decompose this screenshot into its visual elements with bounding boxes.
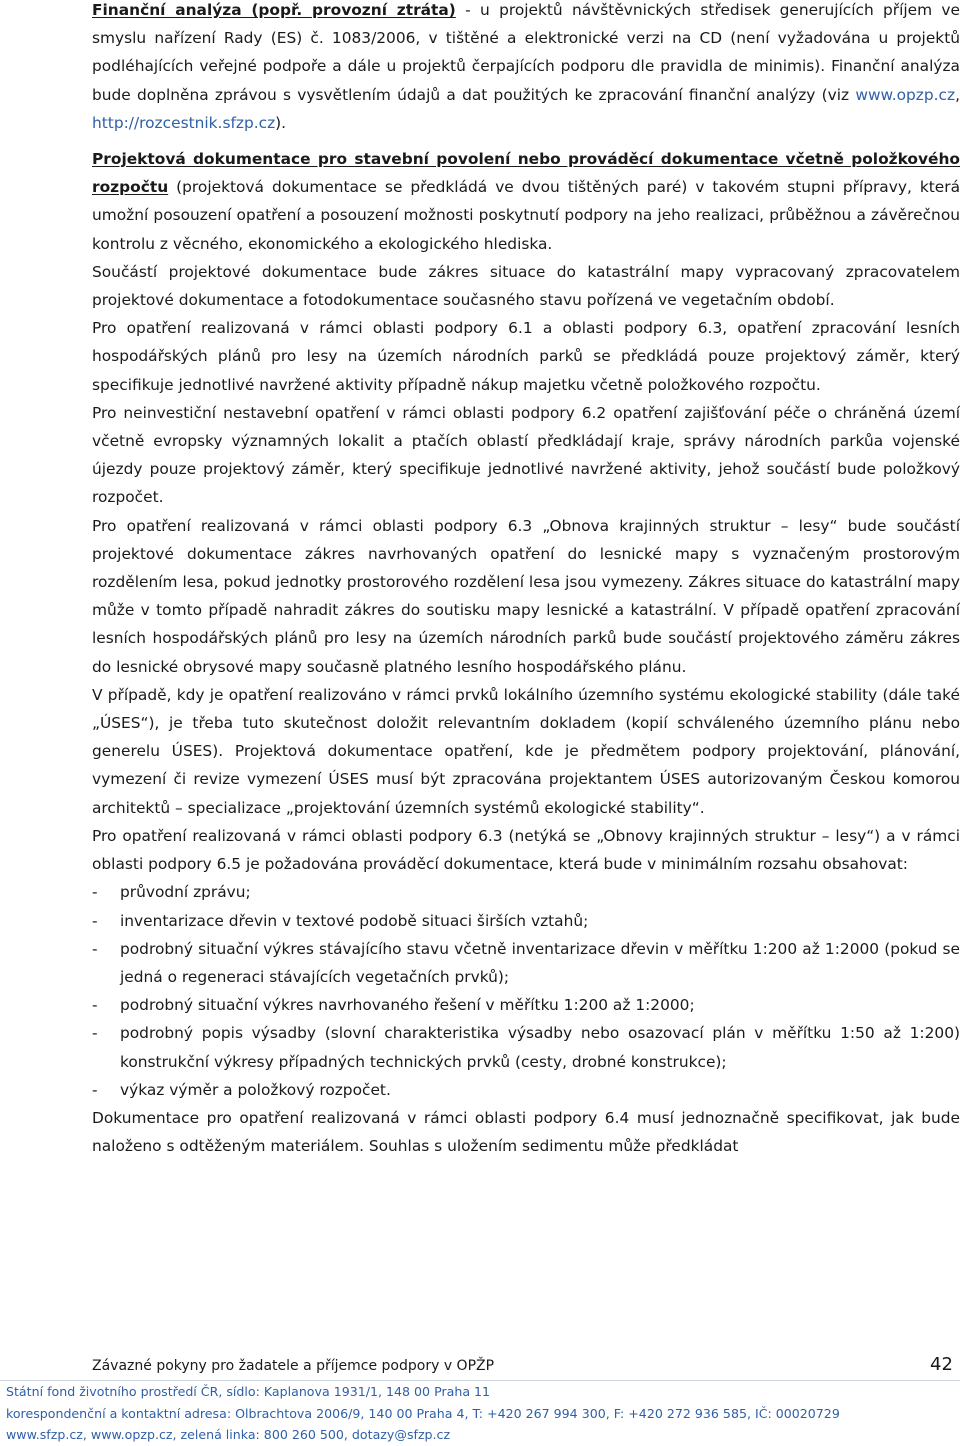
list-item-text: podrobný situační výkres stávajícího stavu včetně inventarizace dřevin v měřítku 1:200 až 1:2000 (pokud se jedná o regeneraci stávajících vegetačních prvků); <box>120 939 960 986</box>
list-item-text: inventarizace dřevin v textové podobě situaci širších vztahů; <box>120 911 589 930</box>
project-documentation-heading: Projektová dokumentace pro stavební povolení nebo prováděcí dokumentace včetně položkového rozpočtu <box>92 150 960 197</box>
list-item <box>92 991 960 1019</box>
list-item <box>92 878 960 906</box>
spacer <box>92 137 960 145</box>
list-item-text: průvodní zprávu; <box>120 883 251 902</box>
list-item <box>92 1019 960 1075</box>
link-separator: , <box>955 85 960 104</box>
list-dash: - <box>92 1024 98 1043</box>
list-dash: - <box>92 883 98 902</box>
paragraph-cadastral-map: Součástí projektové dokumentace bude zákres situace do katastrální mapy vypracovaný zpracovatelem projektové dokumentace a fotodokumentace současného stavu pořízená ve vegetačním období. <box>92 262 960 310</box>
paragraph-area-6-3-6-5: Pro opatření realizovaná v rámci oblasti podpory 6.3 (netýká se „Obnovy krajinných struktur – lesy“) a v rámci oblasti podpory 6.5 je požadována prováděcí dokumentace, která bude v minimálním rozsahu obsahovat: <box>92 826 960 874</box>
page-number: 42 <box>930 1354 953 1375</box>
list-dash: - <box>92 996 98 1015</box>
financial-analysis-heading: Finanční analýza (popř. provozní ztráta) <box>92 1 456 19</box>
footer-divider <box>0 1380 960 1381</box>
paragraph-area-6-1: Pro opatření realizovaná v rámci oblasti podpory 6.1 a oblasti podpory 6.3, opatření zpracování lesních hospodářských plánů pro lesy na územích národních parků se předkládá pouze projektový záměr, který specifikuje jednotlivé navržené aktivity případně nákup majetku včetně položkového rozpočtu. <box>92 319 960 394</box>
list-dash: - <box>92 911 98 930</box>
paragraph-project-documentation <box>92 145 960 258</box>
footer-web-line[interactable]: www.sfzp.cz, www.opzp.cz, zelená linka: 800 260 500, dotazy@sfzp.cz <box>6 1427 451 1442</box>
list-dash: - <box>92 939 98 958</box>
footer-address-line: Státní fond životního prostředí ČR, sídlo: Kaplanova 1931/1, 148 00 Praha 11 <box>6 1384 491 1399</box>
paragraph-area-6-2: Pro neinvestiční nestavební opatření v rámci oblasti podpory 6.2 opatření zajišťování péče o chráněná území včetně evropsky významných lokalit a ptačích oblastí předkládají kraje, správy národních parkůa vojenské újezdy pouze projektový záměr, který specifikuje jednotlivé navržené aktivity, jehož součástí bude položkový rozpočet. <box>92 403 960 507</box>
list-item <box>92 935 960 991</box>
list-item <box>92 1076 960 1104</box>
paragraph-financial-analysis <box>92 0 960 137</box>
opzp-link[interactable]: www.opzp.cz <box>855 85 956 104</box>
project-documentation-text: (projektová dokumentace se předkládá ve dvou tištěných paré) v takovém stupni přípravy, která umožní posouzení opatření a posouzení možnosti poskytnutí podpory na jeho realizaci, průběžnou a závěrečnou kontrolu z věcného, ekonomického a ekologického hlediska. <box>92 178 960 253</box>
footer-document-title: Závazné pokyny pro žadatele a příjemce podpory v OPŽP <box>92 1358 495 1374</box>
rozcestnik-link[interactable]: http://rozcestnik.sfzp.cz <box>92 113 276 132</box>
requirements-list <box>92 878 960 1104</box>
list-dash: - <box>92 1080 98 1099</box>
financial-analysis-text: - u projektů návštěvnických středisek generujících příjem ve smyslu nařízení Rady (ES) č. 1083/2006, v tištěné a elektronické verzi na CD (není vyžadována u projektů podléhajících veřejné podpoře a dále u projektů čerpajících podporu dle pravidla de minimis). Finanční analýza bude doplněna zprávou s vysvětlením údajů a dat použitých ke zpracování finanční analýzy (viz <box>92 1 960 104</box>
list-item-text: podrobný situační výkres navrhovaného řešení v měřítku 1:200 až 1:2000; <box>120 996 695 1015</box>
list-item-text: výkaz výměr a položkový rozpočet. <box>120 1080 391 1099</box>
paragraph-area-6-3-forests: Pro opatření realizovaná v rámci oblasti podpory 6.3 „Obnova krajinných struktur – lesy“ bude součástí projektové dokumentace zákres navrhovaných opatření do lesnické mapy s vyznačeným prostorovým rozdělením lesa, pokud jednotky prostorového rozdělení lesa jsou vymezeny. Zákres situace do katastrální mapy může v tomto případě nahradit zákres do soutisku mapy lesnické a katastrální. V případě opatření zpracování lesních hospodářských plánů pro lesy na územích národních parků bude součástí projektového záměru zákres do lesnické obrysové mapy současně platného lesního hospodářského plánu. <box>92 516 960 676</box>
list-item-text: podrobný popis výsadby (slovní charakteristika výsadby nebo osazovací plán v měřítku 1:50 až 1:200) konstrukční výkresy případných technických prvků (cesty, drobné konstrukce); <box>120 1024 960 1071</box>
paragraph-uses: V případě, kdy je opatření realizováno v rámci prvků lokálního územního systému ekologické stability (dále také „ÚSES“), je třeba tuto skutečnost doložit relevantním dokladem (kopií schváleného územního plánu nebo generelu ÚSES). Projektová dokumentace opatření, kde je předmětem podpory projektování, plánování, vymezení či revize vymezení ÚSES musí být zpracována projektantem ÚSES autorizovaným Českou komorou architektů – specializace „projektování územních systémů ekologické stability“. <box>92 685 960 817</box>
paragraph-end: ). <box>275 113 287 132</box>
list-item <box>92 907 960 935</box>
document-body <box>92 0 960 1160</box>
footer-contact-line: korespondenční a kontaktní adresa: Olbrachtova 2006/9, 140 00 Praha 4, T: +420 267 994 300, F: +420 272 936 585, IČ: 00020729 <box>6 1406 840 1421</box>
paragraph-area-6-4: Dokumentace pro opatření realizovaná v rámci oblasti podpory 6.4 musí jednoznačně specifikovat, jak bude naloženo s odtěženým materiálem. Souhlas s uložením sedimentu může předkládat <box>92 1108 960 1156</box>
